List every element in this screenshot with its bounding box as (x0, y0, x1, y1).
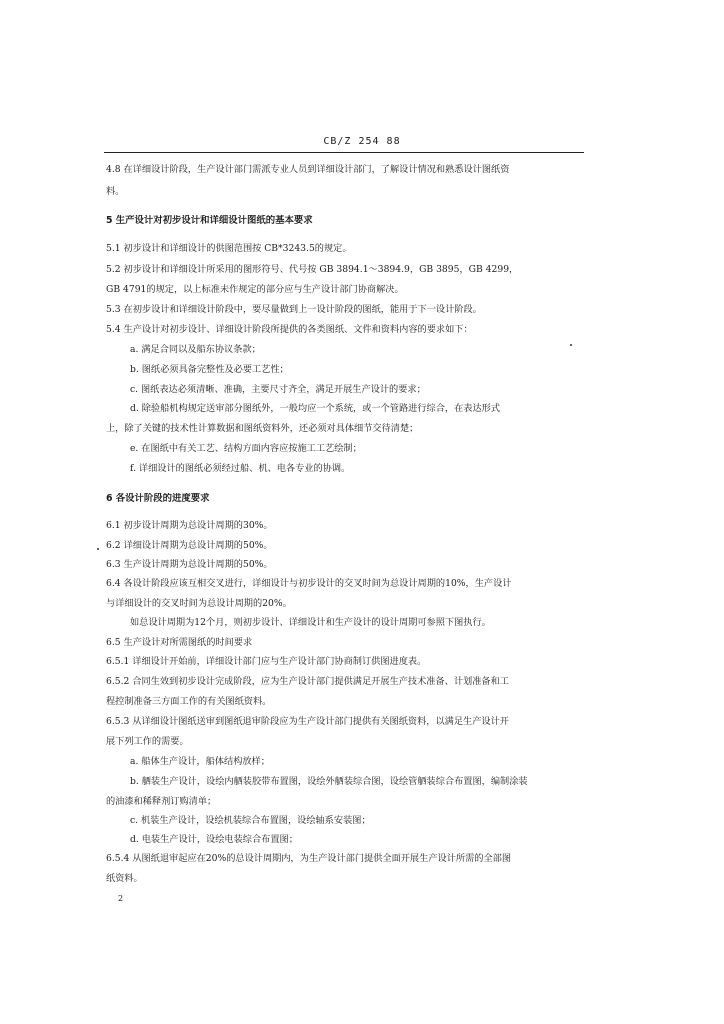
para-5-1: 5.1 初步设计和详细设计的供图范围按 CB*3243.5的规定。 (106, 243, 352, 254)
para-6-5-2-line2: 程控制准备三方面工作的有关图纸资料。 (106, 696, 272, 707)
para-4-8-line2: 料。 (106, 186, 125, 197)
list-item-6-5-3-c: c. 机装生产设计，设绘机装综合布置图，设绘轴系安装图； (130, 815, 371, 826)
scan-speck (97, 548, 99, 550)
para-5-2-line2: GB 4791的规定，以上标准未作规定的部分应与生产设计部门协商解决。 (106, 284, 404, 295)
para-6-5-1: 6.5.1 详细设计开始前，详细设计部门应与生产设计部门协商制订供图进度表。 (106, 656, 427, 667)
list-item-5-4-d-line2: 上，除了关键的技术性计算数据和图纸资料外，还必须对具体细节交待清楚； (106, 423, 419, 434)
page-mark: 2 (118, 894, 124, 903)
para-6-1: 6.1 初步设计周期为总设计周期的30%。 (106, 520, 273, 531)
page-header: CB/Z 254 88 (323, 136, 401, 147)
para-6-2: 6.2 详细设计周期为总设计周期的50%。 (106, 540, 273, 551)
list-item-5-4-a: a. 满足合同以及船东协议条款； (130, 344, 261, 355)
list-item-5-4-e: e. 在图纸中有关工艺、结构方面内容应按施工工艺绘制； (130, 443, 362, 454)
list-item-6-5-3-b-line1: b. 舾装生产设计，设绘内舾装胶带布置图，设绘外舾装综合图，设绘管舾装综合布置图，编制涂装 (130, 776, 528, 787)
para-6-5: 6.5 生产设计对所需图纸的时间要求 (106, 637, 253, 648)
list-item-5-4-b: b. 图纸必须具备完整性及必要工艺性； (130, 364, 289, 375)
para-6-4-line1: 6.4 各设计阶段应该互相交叉进行，详细设计与初步设计的交叉时间为总设计周期的10%，生产设计 (106, 578, 512, 589)
para-6-5-3-line1: 6.5.3 从详细设计图纸送审到图纸退审阶段应为生产设计部门提供有关图纸资料，以满足生产设计开 (106, 716, 509, 727)
para-5-3: 5.3 在初步设计和详细设计阶段中，要尽量做到上一设计阶段的图纸，能用于下一设计阶段。 (106, 304, 482, 315)
para-6-4-example: 如总设计周期为12个月，则初步设计、详细设计和生产设计的设计周期可参照下图执行。 (130, 617, 491, 628)
list-item-5-4-f: f. 详细设计的图纸必须经过船、机、电各专业的协调。 (130, 463, 351, 474)
para-6-5-3-line2: 展下列工作的需要。 (106, 736, 189, 747)
para-5-4: 5.4 生产设计对初步设计、详细设计阶段所提供的各类图纸、文件和资料内容的要求如下： (106, 324, 473, 335)
list-item-6-5-3-d: d. 电装生产设计，设绘电装综合布置图； (130, 834, 298, 845)
section-5-heading: 5 生产设计对初步设计和详细设计图纸的基本要求 (106, 215, 313, 226)
list-item-6-5-3-b-line2: 的油漆和稀释剂订购清单； (106, 796, 217, 807)
list-item-5-4-c: c. 图纸表达必须清晰、准确，主要尺寸齐全，满足开展生产设计的要求； (130, 384, 426, 395)
para-5-2-line1: 5.2 初步设计和详细设计所采用的图形符号、代号按 GB 3894.1～3894.9，GB 3895，GB 4299， (106, 264, 519, 275)
scan-speck (570, 344, 572, 346)
section-6-heading: 6 各设计阶段的进度要求 (106, 493, 210, 504)
list-item-6-5-3-a: a. 船体生产设计，船体结构放样； (130, 756, 270, 767)
header-rule (104, 152, 584, 153)
para-6-4-line2: 与详细设计的交叉时间为总设计周期的20%。 (106, 598, 292, 609)
para-6-5-2-line1: 6.5.2 合同生效到初步设计完成阶段，应为生产设计部门提供满足开展生产技术准备、计划准备和工 (106, 676, 509, 687)
para-6-3: 6.3 生产设计周期为总设计周期的50%。 (106, 559, 273, 570)
list-item-5-4-d-line1: d. 除验船机构规定送审部分图纸外，一般均应一个系统，或一个管路进行综合，在表达形式 (130, 403, 501, 414)
para-6-5-4-line1: 6.5.4 从图纸退审起应在20%的总设计周期内，为生产设计部门提供全面开展生产设计所需的全部图 (106, 853, 512, 864)
para-6-5-4-line2: 纸资料。 (106, 873, 143, 884)
para-4-8-line1: 4.8 在详细设计阶段，生产设计部门需派专业人员到详细设计部门，了解设计情况和熟悉设计图纸资 (106, 164, 510, 175)
